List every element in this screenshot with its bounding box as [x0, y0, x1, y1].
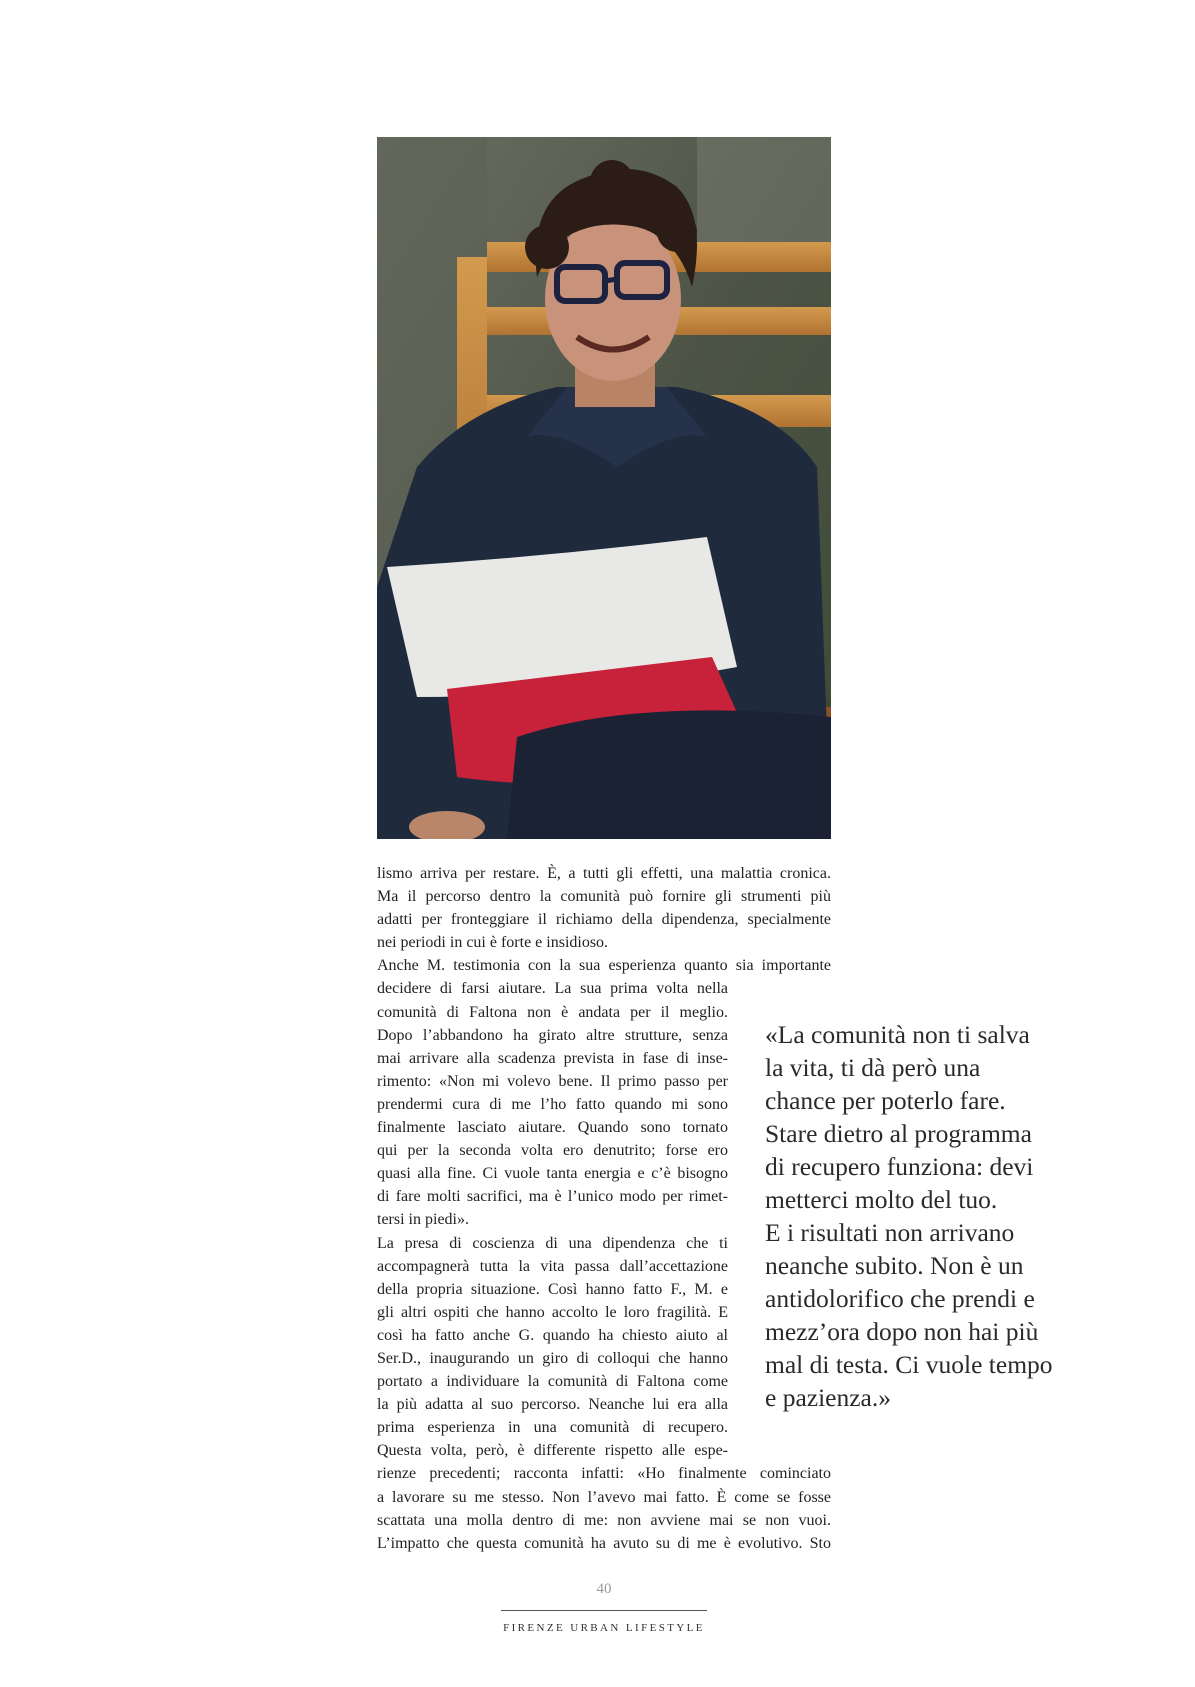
body-line: Ma il percorso dentro la comunità può fornire gli strumenti più — [377, 888, 831, 906]
body-line: Anche M. testimonia con la sua esperienza quanto sia importante — [377, 957, 831, 975]
body-line: a lavorare su me stesso. Non l’avevo mai fatto. È come se fosse — [377, 1488, 831, 1506]
body-line: finalmente lasciato aiutare. Quando sono tornato — [377, 1119, 728, 1137]
footer-divider — [501, 1610, 707, 1611]
pull-quote-line: E i risultati non arrivano — [765, 1218, 1015, 1247]
page-number: 40 — [596, 1581, 612, 1597]
body-line: qui per la seconda volta ero denutrito; forse ero — [377, 1142, 728, 1160]
body-line: Questa volta, però, è differente rispetto alle espe- — [377, 1442, 728, 1460]
pull-quote-line: «La comunità non ti salva — [765, 1020, 1030, 1049]
body-line: così ha fatto anche G. quando ha chiesto aiuto al — [377, 1326, 728, 1344]
body-line: nei periodi in cui è forte e insidioso. — [377, 934, 609, 952]
pull-quote-line: metterci molto del tuo. — [765, 1185, 998, 1214]
pull-quote-line: Stare dietro al programma — [765, 1119, 1032, 1148]
body-line: di fare molti sacrifici, ma è l’unico modo per rimet- — [377, 1188, 728, 1206]
portrait-photo — [377, 137, 831, 839]
body-line: La presa di coscienza di una dipendenza che ti — [377, 1234, 728, 1252]
body-line: quasi alla fine. Ci vuole tanta energia e c’è bisogno — [377, 1165, 728, 1183]
pull-quote-line: e pazienza.» — [765, 1383, 891, 1412]
body-line: L’impatto che questa comunità ha avuto su di me è evolutivo. Sto — [377, 1534, 831, 1552]
body-line: tersi in piedi». — [377, 1211, 469, 1229]
body-line: comunità di Faltona non è andata per il meglio. — [377, 1003, 728, 1021]
pull-quote-line: la vita, ti dà però una — [765, 1053, 981, 1082]
body-line: mai arrivare alla scadenza prevista in fase di inse- — [377, 1049, 728, 1067]
body-line: decidere di farsi aiutare. La sua prima volta nella — [377, 980, 728, 998]
body-line: Ser.D., inaugurando un giro di colloqui che hanno — [377, 1349, 728, 1367]
body-line: accompagnerà tutta la vita passa dall’accettazione — [377, 1257, 728, 1275]
body-line: adatti per fronteggiare il richiamo della dipendenza, specialmente — [377, 911, 831, 929]
article-body — [377, 862, 831, 1555]
body-line: portato a individuare la comunità di Faltona come — [377, 1373, 728, 1391]
body-line: della propria situazione. Così hanno fatto F., M. e — [377, 1280, 728, 1298]
body-line: lismo arriva per restare. È, a tutti gli effetti, una malattia cronica. — [377, 865, 831, 882]
pull-quote-line: di recupero funziona: devi — [765, 1152, 1034, 1181]
pull-quote-line: antidolorifico che prendi e — [765, 1284, 1035, 1313]
pull-quote-line: mal di testa. Ci vuole tempo — [765, 1350, 1053, 1379]
body-line: gli altri ospiti che hanno accolto le loro fragilità. E — [377, 1303, 728, 1321]
body-line: la più adatta al suo percorso. Neanche lui era alla — [377, 1396, 728, 1414]
body-line: rimento: «Non mi volevo bene. Il primo passo per — [377, 1072, 728, 1090]
body-line: prima esperienza in una comunità di recupero. — [377, 1419, 728, 1437]
body-line: Dopo l’abbandono ha girato altre strutture, senza — [377, 1026, 728, 1044]
portrait-illustration — [377, 137, 831, 839]
magazine-name: FIRENZE URBAN LIFESTYLE — [503, 1622, 705, 1634]
pull-quote — [765, 1018, 1095, 1414]
pull-quote-line: mezz’ora dopo non hai più — [765, 1317, 1039, 1346]
pull-quote-line: chance per poterlo fare. — [765, 1086, 1006, 1115]
pull-quote-line: neanche subito. Non è un — [765, 1251, 1024, 1280]
body-line: scattata una molla dentro di me: non avviene mai se non vuoi. — [377, 1511, 831, 1529]
body-line: rienze precedenti; racconta infatti: «Ho finalmente cominciato — [377, 1465, 831, 1483]
body-line: prendermi cura di me l’ho fatto quando mi sono — [377, 1095, 728, 1113]
